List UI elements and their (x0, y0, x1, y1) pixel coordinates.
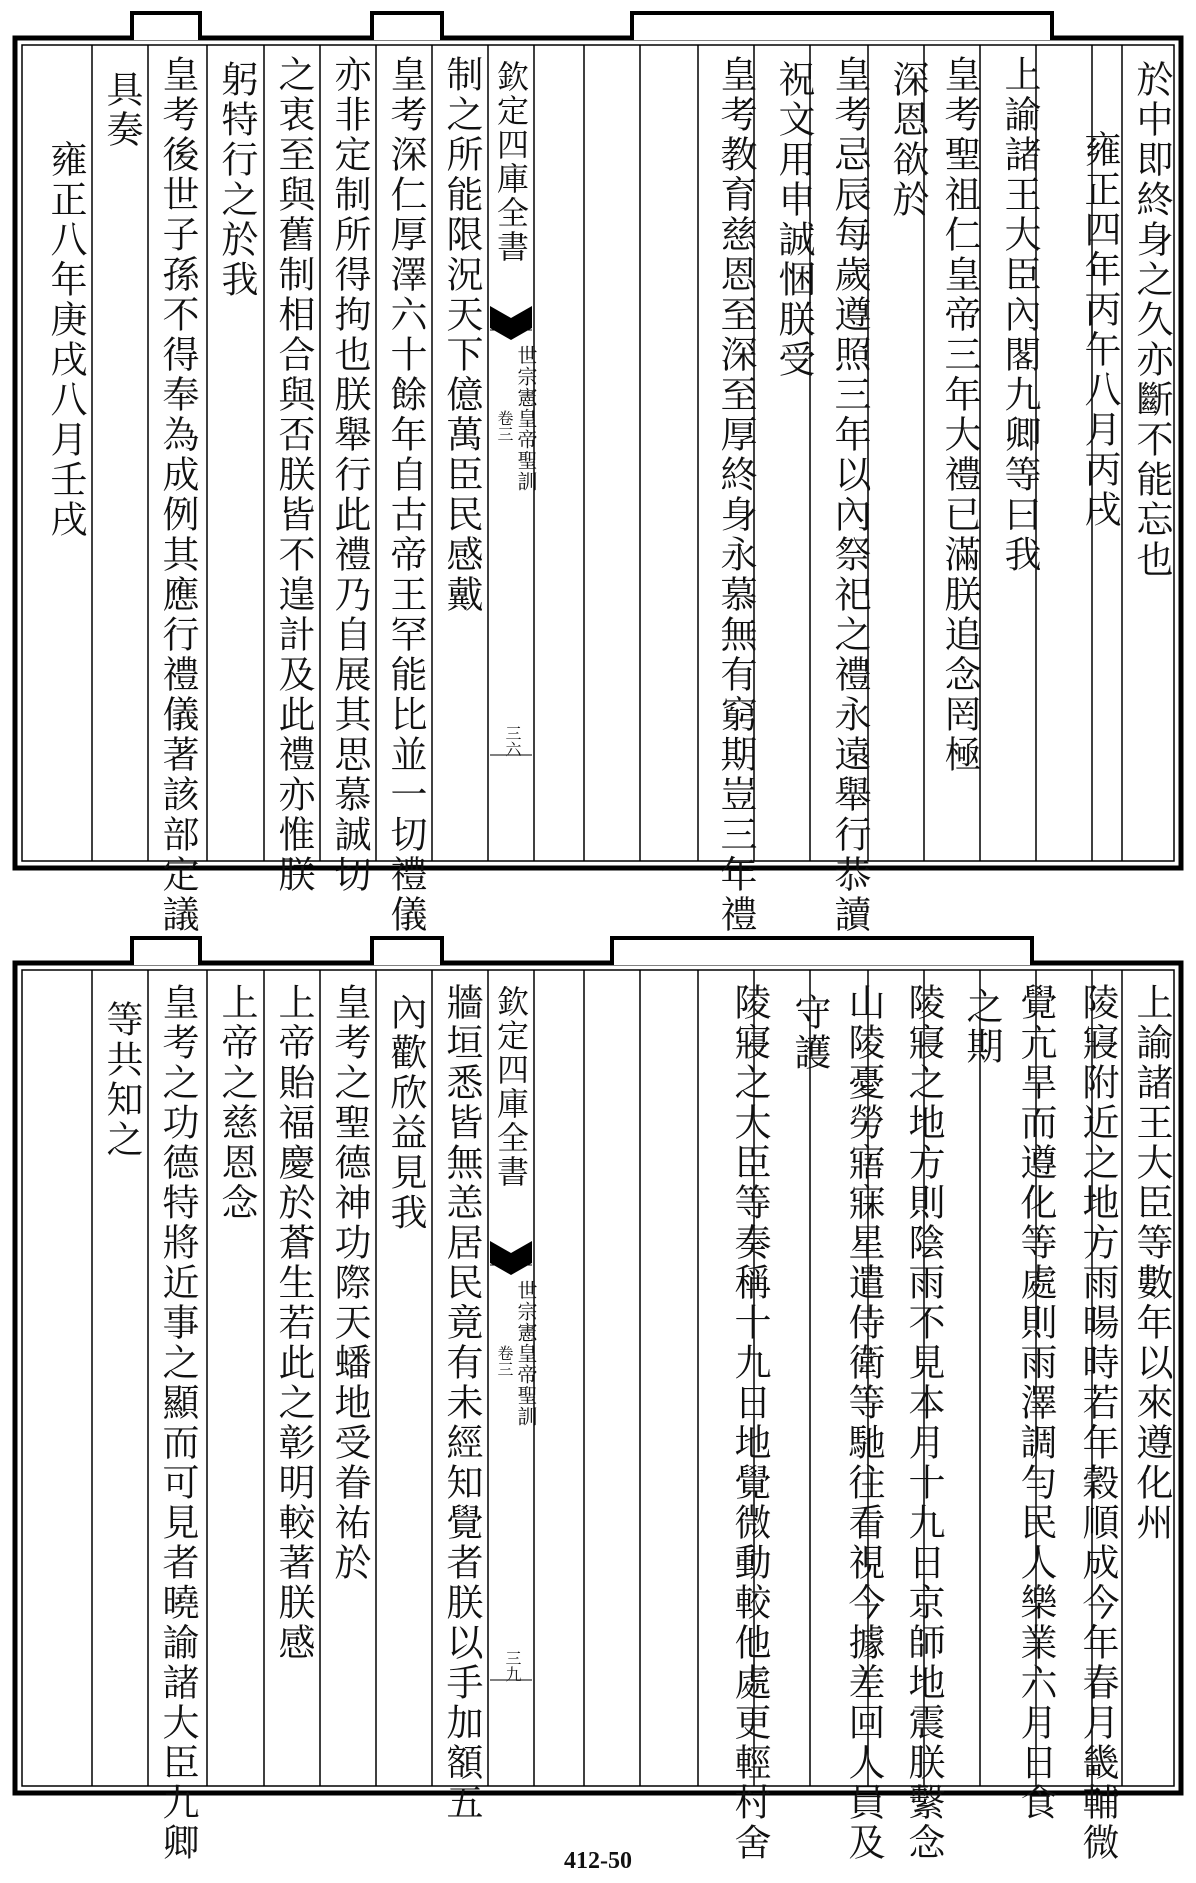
text-column: 皇考聖祖仁皇帝三年大禮已滿朕追念罔極 (938, 55, 981, 775)
text-column: 陵寢附近之地方雨暘時若年穀順成今年春月畿輔微 (1076, 983, 1119, 1863)
text-column: 皇考之功德特將近事之顯而可見者曉諭諸大臣九卿 (156, 983, 199, 1863)
book-name: 世宗憲皇帝聖訓 (514, 345, 538, 492)
text-column: 之期 (960, 987, 1003, 1067)
book-title: 欽定四庫全書 (492, 60, 530, 264)
book-title: 欽定四庫全書 (492, 985, 530, 1189)
text-column: 內歡欣益見我 (384, 993, 427, 1233)
fishtail-mark (490, 1241, 532, 1275)
page-number: 三九 (503, 1650, 522, 1682)
text-column: 皇考深仁厚澤六十餘年自古帝王罕能比並一切禮儀 (384, 55, 427, 935)
text-column: 之衷至與舊制相合與否朕皆不遑計及此禮亦惟朕 (272, 55, 315, 895)
text-column: 上諭諸王大臣內閣九卿等曰我 (998, 55, 1041, 575)
text-column: 牆垣悉皆無恙居民竟有未經知覺者朕以手加額五 (440, 983, 483, 1823)
text-column: 陵寢之地方則陰雨不見本月十九日京師地震朕繫念 (902, 983, 945, 1863)
text-column: 深恩欲於 (886, 60, 929, 220)
text-column: 陵寢之大臣等奏稱十九日地覺微動較他處更輕村舍 (728, 983, 771, 1863)
text-column: 皇考教育慈恩至深至厚終身永慕無有窮期豈三年禮 (714, 55, 757, 935)
text-column: 皇考之聖德神功際天蟠地受眷祐於 (328, 983, 371, 1583)
text-column: 上諭諸王大臣等數年以來遵化州 (1130, 983, 1173, 1543)
text-column: 躬特行之於我 (215, 60, 258, 300)
text-column: 山陵憂勞寤寐星遣侍衛等馳往看視今據差回人員及 (842, 983, 885, 1863)
text-column: 雍正八年庚戌八月壬戌 (44, 140, 87, 540)
text-column: 制之所能限況天下億萬臣民感戴 (440, 55, 483, 615)
text-column: 祝文用申誠悃朕受 (772, 60, 815, 380)
fishtail-mark (490, 306, 532, 340)
text-column: 亦非定制所得拘也朕舉行此禮乃自展其思慕誠切 (328, 55, 371, 895)
page-top (12, 10, 1184, 935)
page-number: 三六 (503, 725, 522, 757)
text-column: 雍正四年丙午八月丙戌 (1078, 130, 1121, 530)
text-column: 皇考忌辰每歲遵照三年以內祭祀之禮永遠舉行恭讀 (828, 55, 871, 935)
text-column: 上帝之慈恩念 (215, 983, 258, 1223)
scan-page-label: 412-50 (564, 1848, 632, 1874)
book-name: 世宗憲皇帝聖訓 (514, 1280, 538, 1427)
text-column: 上帝貽福慶於蒼生若此之彰明較著朕感 (272, 983, 315, 1663)
volume-label: 卷三 (495, 410, 514, 442)
text-column: 等共知之 (100, 1000, 143, 1160)
text-column: 具奏 (100, 70, 143, 150)
text-column: 皇考後世子孫不得奉為成例其應行禮儀著該部定議 (156, 55, 199, 935)
text-column: 於中即終身之久亦斷不能忘也 (1130, 60, 1173, 580)
volume-label: 卷三 (495, 1345, 514, 1377)
text-column: 覺亢旱而遵化等處則雨澤調勻民人樂業六月日食 (1014, 983, 1057, 1823)
text-column: 守護 (788, 993, 831, 1073)
